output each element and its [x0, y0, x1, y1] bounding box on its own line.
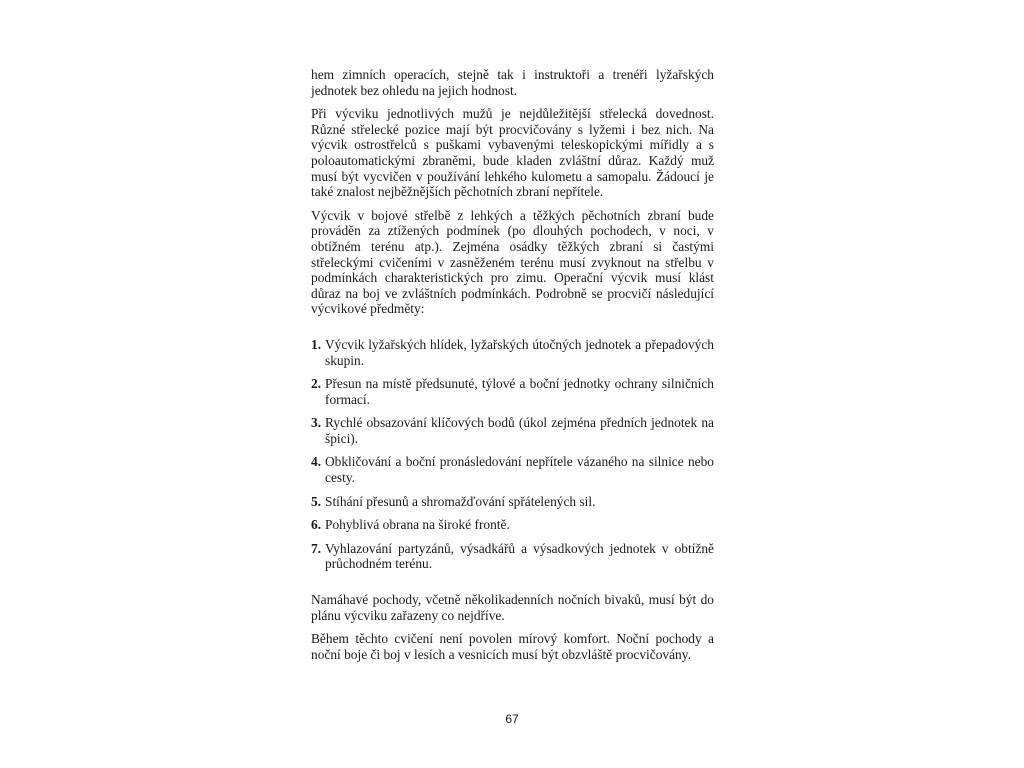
paragraph-5: Během těchto cvičení není povolen mírový komfort. Noční pochody a noční boje či boj v lesích a vesnicích musí být obzvláště procvičovány.: [311, 631, 714, 662]
list-item: [311, 337, 714, 368]
list-item-number: 7.: [311, 540, 322, 556]
page-number: 67: [505, 712, 519, 726]
paragraph-3: Výcvik v bojové střelbě z lehkých a těžkých pěchotních zbraní bude prováděn za ztížených podmínek (po dlouhých pochodech, v noci, v obtížném terénu atp.). Zejména osádky těžkých zbraní si častými střeleckými cvičeními v zasněženém terénu musí zvyknout na střelbu v podmínkách charakteristických pro zimu. Operační výcvik musí klást důraz na boj ve zvláštních podmínkách. Podrobně se procvičí následující výcvikové předměty:: [311, 207, 714, 317]
list-item: [311, 454, 714, 485]
list-item-number: 1.: [311, 336, 322, 352]
list-item-number: 6.: [311, 517, 322, 533]
training-subjects-list: [311, 337, 714, 572]
page-content: [311, 67, 714, 670]
list-item-number: 4.: [311, 454, 322, 470]
list-item-number: 2.: [311, 376, 322, 392]
list-item-number: 5.: [311, 493, 322, 509]
list-item: [311, 517, 714, 533]
list-item: [311, 415, 714, 446]
list-item-text: Stíhání přesunů a shromažďování spřátelených sil.: [325, 493, 596, 509]
list-item-text: Pohyblivá obrana na široké frontě.: [325, 517, 510, 533]
list-item-text: Obkličování a boční pronásledování nepřítele vázaného na silnice nebo cesty.: [325, 454, 714, 486]
list-item-text: Vyhlazování partyzánů, výsadkářů a výsadkových jednotek v obtížně průchodném terénu.: [325, 540, 714, 572]
paragraph-4: Namáhavé pochody, včetně několikadenních nočních bivaků, musí být do plánu výcviku zařazeny co nejdříve.: [311, 592, 714, 623]
list-item-text: Výcvik lyžařských hlídek, lyžařských útočných jednotek a přepadových skupin.: [325, 336, 714, 368]
list-item-text: Rychlé obsazování klíčových bodů (úkol zejména předních jednotek na špici).: [325, 415, 714, 446]
list-item-text: Přesun na místě předsunuté, týlové a boční jednotky ochrany silničních formací.: [325, 376, 714, 407]
list-item: [311, 541, 714, 572]
list-item-number: 3.: [311, 415, 322, 431]
list-item: [311, 494, 714, 510]
paragraph-1: hem zimních operacích, stejně tak i instruktoři a trenéři lyžařských jednotek bez ohledu na jejich hodnost.: [311, 67, 714, 98]
list-item: [311, 376, 714, 407]
paragraph-2: Při výcviku jednotlivých mužů je nejdůležitější střelecká dovednost. Různé střelecké pozice mají být procvičovány s lyžemi i bez nich. Na výcvik ostrostřelců s puškami vybavenými teleskopickými mířidly a s poloautomatickými zbraněmi, bude kladen zvláštní důraz. Každý muž musí být vycvičen v používání lehkého kulometu a samopalu. Žádoucí je také znalost nejběžnějších pěchotních zbraní nepřítele.: [311, 106, 714, 200]
